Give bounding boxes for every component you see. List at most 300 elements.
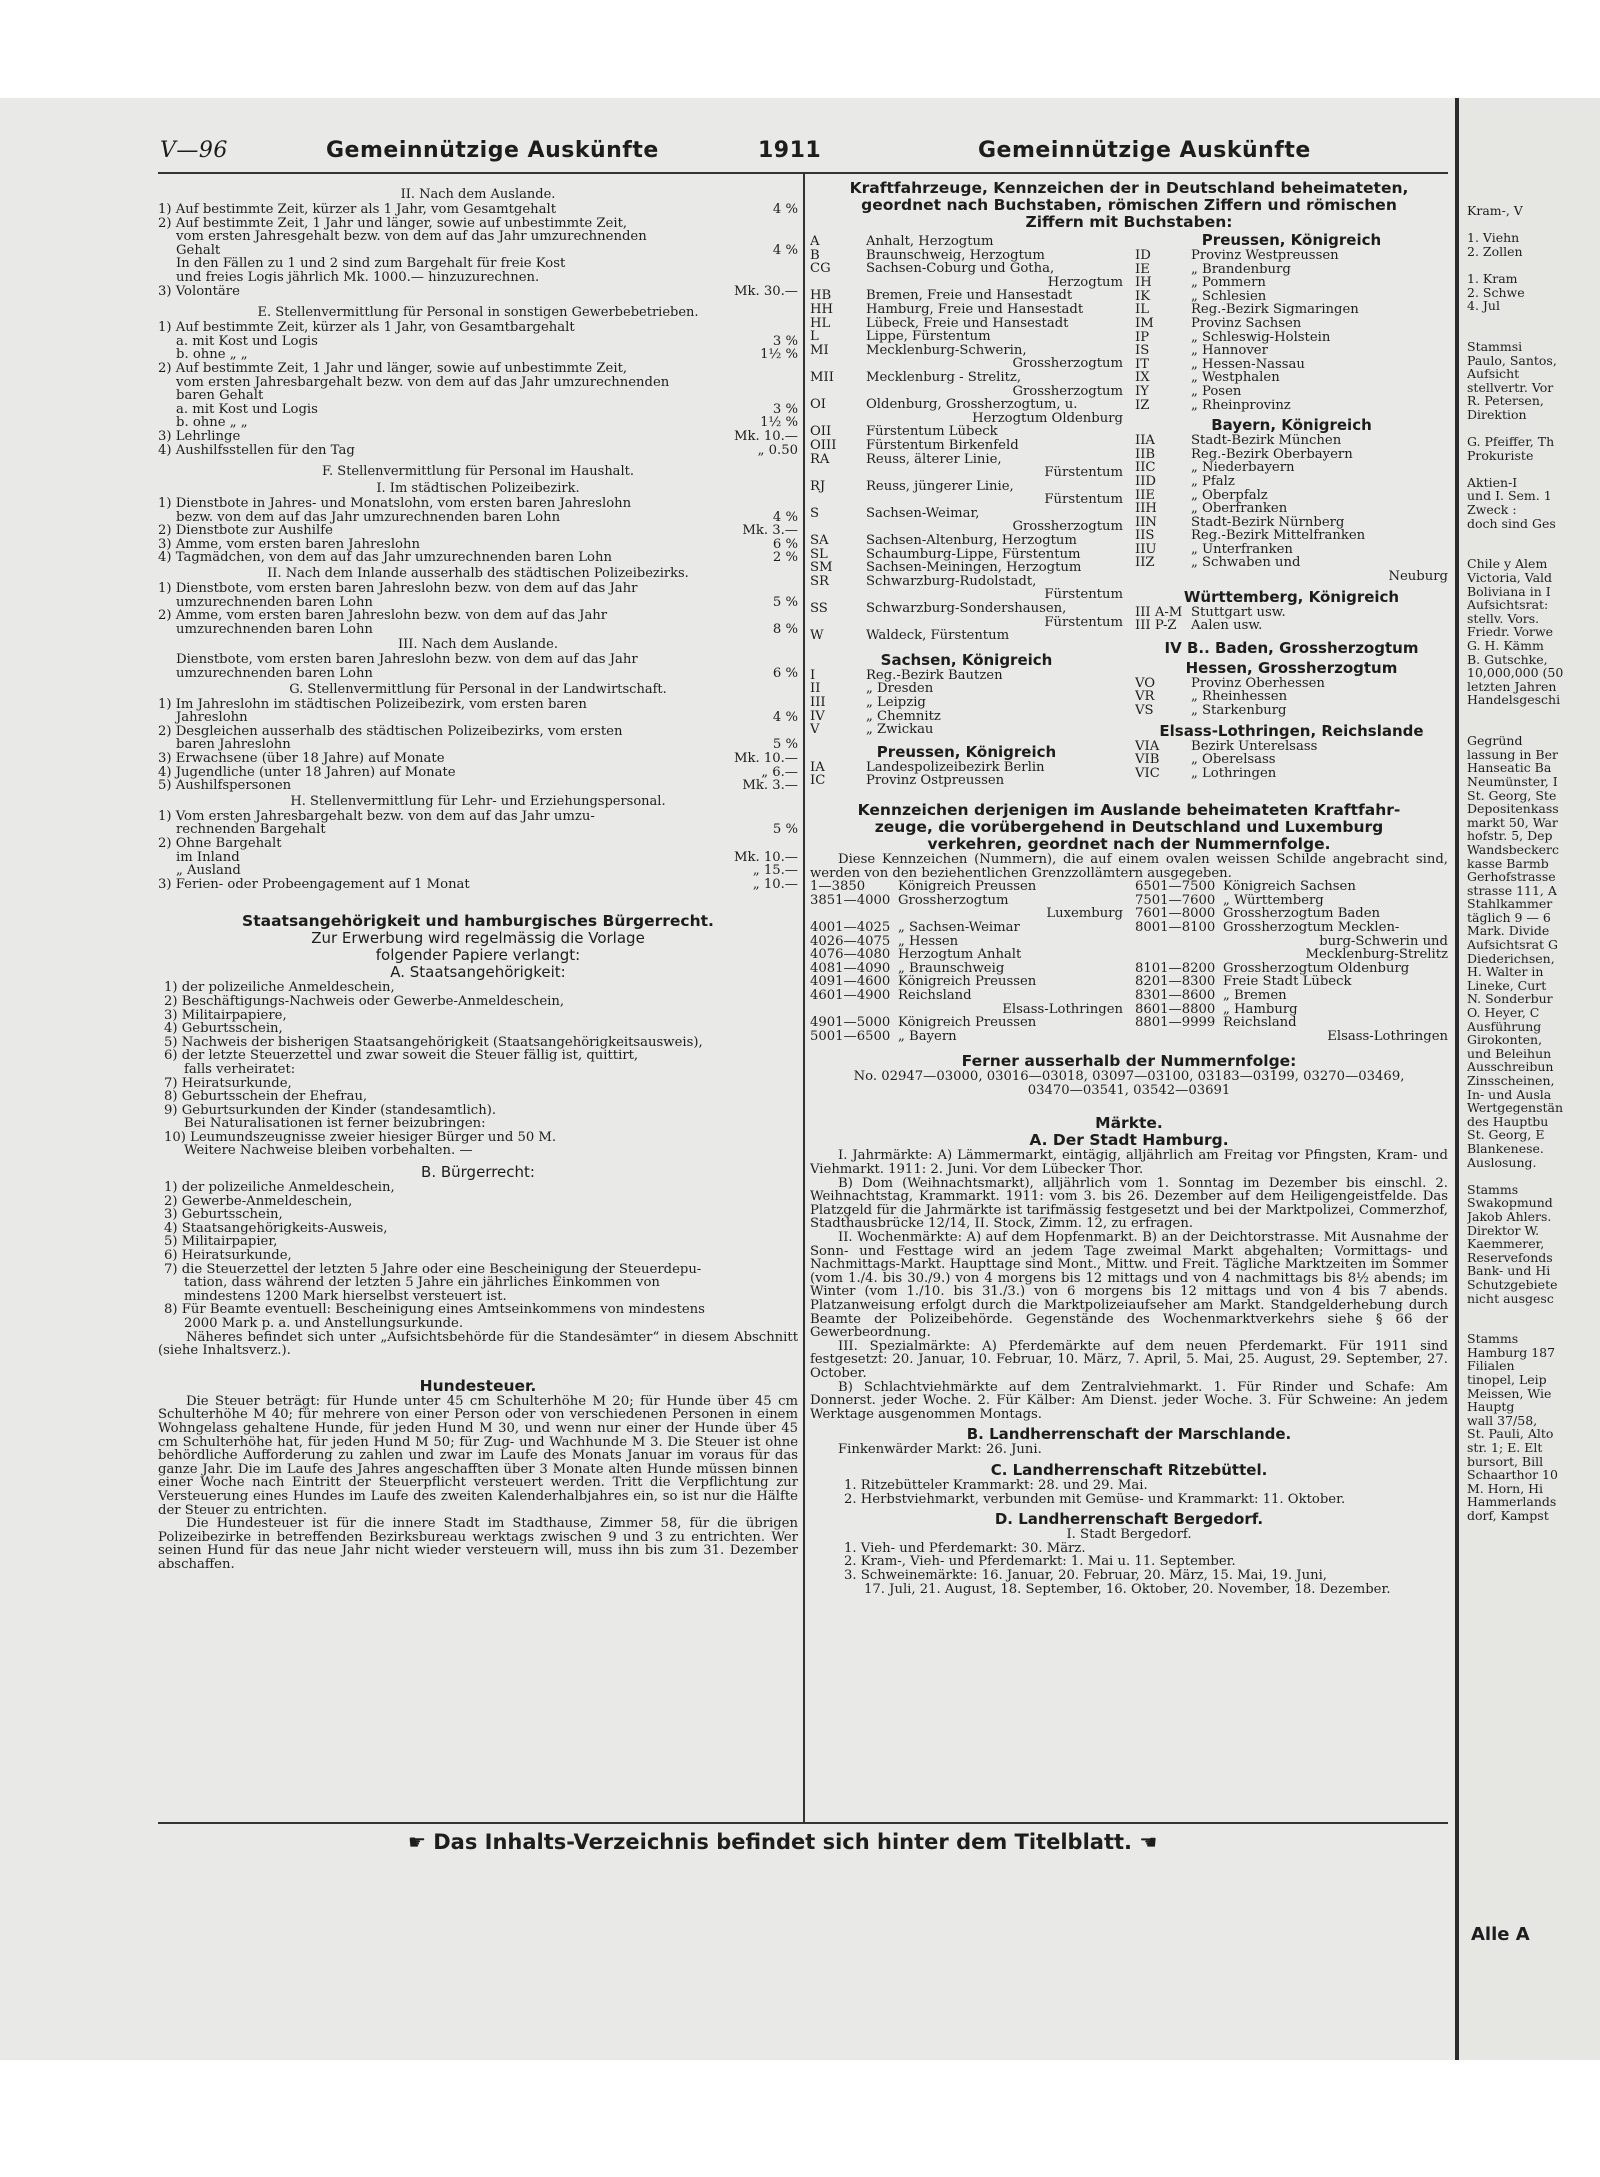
code-label: Provinz Sachsen: [1191, 316, 1302, 331]
code-label: Provinz Oberhessen: [1191, 676, 1325, 691]
code: IL: [1135, 303, 1149, 317]
code: III P-Z: [1135, 619, 1177, 633]
fee-text: umzurechnenden baren Lohn: [176, 667, 373, 681]
text-line: 6) Heiratsurkunde,: [164, 1249, 292, 1263]
code-list: [810, 761, 1123, 788]
code-label: Elsass-Lothringen: [1002, 1002, 1123, 1017]
neighbor-line: Handelsgeschi: [1467, 692, 1561, 708]
neighbor-line: täglich 9 — 6: [1467, 909, 1551, 925]
code-label: „ Oberfranken: [1191, 502, 1288, 516]
code-label: Elsass-Lothringen: [1327, 1029, 1448, 1044]
code: IIH: [1135, 502, 1157, 516]
code: IIU: [1135, 542, 1157, 557]
region-title: Preussen, Königreich: [1201, 231, 1382, 249]
text-line: 3) Geburtsschein,: [164, 1208, 283, 1222]
code: 8601—8800: [1135, 1002, 1216, 1017]
neighbor-line: Schutzgebiete: [1467, 1276, 1558, 1292]
code-label: Lippe, Fürstentum: [866, 330, 991, 344]
code-row: [810, 520, 1123, 534]
code-row: [810, 975, 1123, 989]
code: IC: [810, 774, 826, 788]
code-label: „ Oberelsass: [1191, 753, 1276, 767]
fee-value: 4 %: [772, 243, 798, 258]
text-line: tation, dass während der letzten 5 Jahre ein jährliches Einkommen von: [184, 1276, 660, 1290]
pointing-hand-icon: ☚: [1139, 1830, 1158, 1854]
code-row: [810, 907, 1123, 921]
fee-text: im Inland: [176, 850, 240, 865]
code-row: [810, 303, 1123, 317]
neighbor-line: Diederichsen,: [1467, 950, 1555, 966]
code-label: Königreich Sachsen: [1223, 880, 1356, 894]
code-row: [1135, 975, 1448, 989]
code-row: [810, 629, 1123, 643]
code-row: [1135, 344, 1448, 358]
fee-line: [158, 766, 798, 780]
code-label: Fürstentum: [1044, 493, 1123, 507]
code-row: [1135, 543, 1448, 557]
code-row: [1135, 516, 1448, 530]
fee-line: [158, 416, 798, 430]
code-row: [1135, 502, 1448, 516]
code-label: Grossherzogtum Baden: [1223, 907, 1381, 921]
fee-line: [158, 217, 798, 231]
neighbor-line: [1467, 1305, 1600, 1319]
code: VO: [1135, 676, 1156, 691]
code-row: [810, 669, 1123, 683]
code-row: [810, 507, 1123, 521]
text-line: 10) Leumundszeugnisse zweier hiesiger Bürger und 50 M.: [164, 1130, 557, 1145]
code-label: „ Brandenburg: [1191, 262, 1291, 277]
code-row: [1135, 489, 1448, 503]
neighbor-line: Meissen, Wie: [1467, 1385, 1552, 1401]
code: 1—3850: [810, 880, 866, 894]
code: IIC: [1135, 461, 1156, 475]
neighbor-line: Victoria, Vald: [1467, 570, 1553, 586]
text-line: 1) der polizeiliche Anmeldeschein,: [164, 981, 395, 995]
code-row: [810, 682, 1123, 696]
code: OI: [810, 398, 827, 412]
fee-line: [158, 878, 798, 892]
code: S: [810, 506, 820, 521]
code-label: „ Hessen: [898, 934, 959, 949]
code: IIE: [1135, 488, 1156, 503]
code: 4091—4600: [810, 975, 891, 989]
region-title: IV B.. Baden, Grossherzogtum: [1164, 638, 1419, 657]
code-row: [1135, 475, 1448, 489]
neighbor-line: Filialen: [1467, 1358, 1515, 1374]
neighbor-line: R. Petersen,: [1467, 393, 1544, 409]
region-title: Sachsen, Königreich: [880, 650, 1053, 669]
spezialmaerkte: III. Spezialmärkte: A) Pferdemärkte auf dem neuen Pferdemarkt. Für 1911 sind festgesetzt: 20. Januar, 10. Februar, 10. März, 7. April, 5. Mai, 25. August, 29. September, 27. October.: [810, 1338, 1448, 1381]
code-row: [1135, 677, 1448, 691]
text-line: 2) Gewerbe-Anmeldeschein,: [164, 1194, 353, 1209]
fee-list: [158, 810, 798, 892]
code-label: „ Starkenburg: [1191, 704, 1287, 718]
code-label: „ Unterfranken: [1191, 542, 1293, 557]
code-row: [1135, 570, 1448, 584]
code-label: Reichsland: [1223, 1016, 1297, 1030]
neighbor-line: 4. Jul: [1467, 298, 1500, 314]
code-row: [810, 962, 1123, 976]
code: V: [810, 723, 820, 737]
left-column: [158, 186, 798, 1572]
section-title: H. Stellenvermittlung für Lehr- und Erziehungspersonal.: [290, 793, 666, 809]
neighbor-line: [1467, 544, 1600, 558]
code-row: [810, 989, 1123, 1003]
code-label: „ Chemnitz: [866, 709, 941, 724]
section-title: III. Nach dem Auslande.: [398, 637, 558, 653]
schlachtvieh: B) Schlachtviehmärkte auf dem Zentralviehmarkt. 1. Für Rinder und Schafe: Am Donnerst. jeder Woche. 2. Für Kälber: Am Dienst. jeder Woche. 3. Für Schweine: An jedem Werktage ausgenommen Montags.: [810, 1379, 1448, 1422]
neighbor-line: [1467, 313, 1600, 327]
code-row: [1135, 935, 1448, 949]
code: L: [810, 330, 819, 344]
hund-heading: Hundesteuer.: [419, 1376, 537, 1395]
code-label: Sachsen-Coburg und Gotha,: [866, 262, 1055, 276]
neighbor-line: Auslosung.: [1467, 1154, 1537, 1170]
code: IZ: [1135, 398, 1150, 413]
year: 1911: [758, 138, 822, 163]
text-line: 2000 Mark p. a. und Anstellungsurkunde.: [184, 1317, 464, 1331]
code-label: Sachsen-Meiningen, Herzogtum: [866, 561, 1082, 575]
code-row: [810, 439, 1123, 453]
neighbor-line: [1467, 721, 1600, 735]
code: RA: [810, 452, 830, 467]
fee-line: [158, 244, 798, 258]
fee-line: [158, 389, 798, 403]
maerkte-heading: Märkte.: [1095, 1114, 1163, 1133]
neighbor-line: Stammsi: [1467, 338, 1523, 354]
neighbor-line: Jakob Ahlers.: [1467, 1208, 1552, 1224]
code-row: [810, 616, 1123, 630]
staat-heading: Staatsangehörigkeit und hamburgisches Bürgerrecht.: [242, 912, 714, 931]
code-label: Königreich Preussen: [898, 1016, 1037, 1030]
neighbor-line: [1467, 1319, 1600, 1333]
fee-text: 4) Aushilfsstellen für den Tag: [158, 443, 355, 458]
fee-text: rechnenden Bargehalt: [176, 823, 326, 837]
code-row: [810, 548, 1123, 562]
code-label: Reg.-Bezirk Oberbayern: [1191, 447, 1353, 462]
section-title: II. Nach dem Auslande.: [400, 187, 556, 202]
code-row: [810, 385, 1123, 399]
fee-value: Mk. 30.—: [733, 284, 798, 299]
code: IS: [1135, 344, 1150, 358]
fee-line: [158, 271, 798, 285]
code-row: [810, 588, 1123, 602]
code: 4026—4075: [810, 934, 891, 949]
text-line: Bei Naturalisationen ist ferner beizubringen:: [184, 1117, 486, 1131]
fee-text: 1) Dienstbote in Jahres- und Monatslohn, vom ersten baren Jahreslohn: [158, 497, 632, 511]
neighbor-line: Hanseatic Ba: [1467, 760, 1552, 776]
neighbor-line: und Beleihun: [1467, 1045, 1552, 1061]
fee-text: 2) Auf bestimmte Zeit, 1 Jahr und länger, sowie auf unbestimmte Zeit,: [158, 216, 628, 231]
code-row: [810, 412, 1123, 426]
code-row: [1135, 263, 1448, 277]
code-row: [810, 371, 1123, 385]
fee-value: 4 %: [772, 203, 798, 217]
code-row: [810, 948, 1123, 962]
fee-value: „ 6.—: [761, 765, 798, 780]
fee-line: [158, 823, 798, 837]
fee-line: [158, 203, 798, 217]
fee-text: 4) Tagmädchen, von dem auf das Jahr umzurechnenden baren Lohn: [158, 551, 612, 566]
code: 8801—9999: [1135, 1016, 1216, 1030]
fee-text: baren Jahreslohn: [176, 738, 291, 752]
code: HB: [810, 289, 832, 303]
code-label: Königreich Preussen: [898, 975, 1037, 989]
code-row: [1135, 606, 1448, 620]
neighbor-line: Gegründ: [1467, 733, 1523, 749]
code-label: „ Rheinprovinz: [1191, 398, 1291, 413]
code: IH: [1135, 276, 1152, 290]
code-row: [810, 1016, 1123, 1030]
fee-line: [158, 837, 798, 851]
fee-text: 2) Amme, vom ersten baren Jahreslohn bezw. von dem auf das Jahr: [158, 609, 608, 623]
code-label: Grossherzogtum: [1012, 384, 1123, 399]
code-label: Reuss, älterer Linie,: [866, 452, 1002, 467]
code: 7601—8000: [1135, 907, 1216, 921]
code: IY: [1135, 384, 1149, 399]
fee-line: [158, 810, 798, 824]
fee-value: 4 %: [772, 510, 798, 525]
fee-text: Dienstbote, vom ersten baren Jahreslohn bezw. von dem auf das Jahr: [176, 653, 638, 668]
section-title: II. Nach dem Inlande ausserhalb des städtischen Polizeibezirks.: [267, 566, 689, 582]
fee-value: 4 %: [772, 711, 798, 725]
code-label: Schwarzburg-Sondershausen,: [866, 602, 1067, 616]
kfz-heading: geordnet nach Buchstaben, römischen Ziffern und römischen: [861, 196, 1397, 214]
code: 8201—8300: [1135, 975, 1216, 989]
fee-text: 2) Ohne Bargehalt: [158, 836, 282, 851]
code: HH: [810, 302, 834, 317]
fee-text: 2) Auf bestimmte Zeit, 1 Jahr und länger, sowie auf unbestimmte Zeit,: [158, 361, 628, 376]
fee-text: 3) Volontäre: [158, 284, 240, 299]
code-row: [810, 276, 1123, 290]
code-row: [810, 1030, 1123, 1044]
code-label: Grossherzogtum: [898, 893, 1009, 908]
code-label: „ Bremen: [1223, 988, 1287, 1003]
code-row: [810, 235, 1123, 249]
code-label: Schaumburg-Lippe, Fürstentum: [866, 547, 1081, 562]
code: W: [810, 629, 824, 643]
code-row: [810, 249, 1123, 263]
staat-intro: folgender Papiere verlangt:: [375, 946, 581, 965]
fee-text: bezw. von dem auf das Jahr umzurechnenden baren Lohn: [176, 510, 561, 525]
code: III A-M: [1135, 605, 1183, 620]
fee-line: [158, 430, 798, 444]
fee-list: [158, 497, 798, 565]
fee-text: 1) Vom ersten Jahresbargehalt bezw. von dem auf das Jahr umzu-: [158, 809, 595, 824]
code-label: Anhalt, Herzogtum: [866, 235, 994, 249]
bottom-rule: [158, 1822, 1448, 1824]
code: 4076—4080: [810, 948, 891, 962]
code-row: [810, 894, 1123, 908]
code-label: Sachsen-Weimar,: [866, 506, 980, 521]
code: 7501—7600: [1135, 893, 1216, 908]
code-label: Fürstentum: [1044, 466, 1123, 480]
code: IV: [810, 709, 825, 724]
neighbor-line: Stamms: [1467, 1181, 1519, 1197]
neighbor-line: Ausführung: [1467, 1018, 1542, 1034]
code-label: Stadt-Bezirk München: [1191, 434, 1342, 448]
code: 4081—4090: [810, 961, 891, 976]
code-row: [810, 602, 1123, 616]
fee-line: [158, 362, 798, 376]
neighbor-line: stellv. Vors.: [1467, 610, 1540, 626]
code: OIII: [810, 438, 837, 453]
neighbor-line: Chile y Alem: [1467, 556, 1548, 572]
code-label: Schwarzburg-Rudolstadt,: [866, 574, 1037, 589]
neighbor-line: G. Pfeiffer, Th: [1467, 434, 1555, 450]
fee-line: [158, 348, 798, 362]
fee-text: b. ohne „ „: [176, 416, 248, 430]
code-row: [1135, 331, 1448, 345]
code-label: „ Rheinhessen: [1191, 690, 1288, 705]
code-row: [810, 696, 1123, 710]
text-line: 2. Herbstviehmarkt, verbunden mit Gemüse- und Krammarkt: 11. Oktober.: [844, 1492, 1346, 1507]
code-label: „ Posen: [1191, 384, 1242, 399]
dom: B) Dom (Weihnachtsmarkt), alljährlich vom 1. Sonntag im Dezember bis einschl. 2. Weihnachtstag, Krammarkt. 1911: vom 3. bis 26. Dezember auf dem Heiligengeistfelde. Das Platzgeld für die Jahrmärkte ist tarifmässig festgesetzt und bei der Marktpolizei, Commerzhof, Stadthausbrücke 12/14, II. Stock, Zimm. 12, zu erfragen.: [810, 1175, 1448, 1232]
code: IT: [1135, 357, 1150, 372]
fee-text: b. ohne „ „: [176, 348, 248, 362]
code-label: Freie Stadt Lübeck: [1223, 975, 1352, 989]
neighbor-line: Kram-, V: [1467, 204, 1523, 218]
neighbor-line: Friedr. Vorwe: [1467, 624, 1554, 640]
code: 3851—4000: [810, 893, 891, 908]
text-line: 9) Geburtsurkunden der Kinder (standesamtlich).: [164, 1103, 497, 1118]
neighbor-line: [1467, 1169, 1600, 1183]
left-running-title: Gemeinnützige Auskünfte: [326, 138, 659, 163]
neighbor-line: [1467, 422, 1600, 436]
code: IK: [1135, 289, 1151, 304]
code: SR: [810, 574, 829, 589]
code-label: Fürstentum: [1044, 615, 1123, 630]
fee-text: Gehalt: [176, 243, 221, 258]
code-row: [1135, 358, 1448, 372]
code: VIB: [1135, 753, 1160, 767]
region-title: Elsass-Lothringen, Reichslande: [1159, 721, 1424, 740]
fee-line: [158, 698, 798, 712]
code-row: [810, 761, 1123, 775]
fee-value: 1½ %: [760, 416, 798, 430]
code-label: Fürstentum: [1044, 588, 1123, 603]
ritzebuettel-list: [810, 1479, 1448, 1506]
code-row: [810, 575, 1123, 589]
neighbor-line: Paulo, Santos,: [1467, 352, 1557, 368]
footer-note: [408, 1830, 1157, 1854]
code-label: Reichsland: [898, 988, 972, 1003]
code-row: [1135, 1030, 1448, 1044]
code-label: „ Lothringen: [1191, 766, 1277, 781]
code-label: Königreich Preussen: [898, 880, 1037, 894]
fee-line: [158, 738, 798, 752]
fee-text: a. mit Kost und Logis: [176, 334, 318, 349]
code-row: [810, 710, 1123, 724]
document-list: [158, 1181, 798, 1331]
fee-value: Mk. 10.—: [733, 850, 798, 865]
number-list: [1135, 880, 1448, 1043]
code: IIA: [1135, 434, 1155, 448]
text-line: 5) Nachweis der bisherigen Staatsangehörigkeit (Staatsangehörigkeitsausweis),: [164, 1035, 703, 1050]
code-label: Lübeck, Freie und Hansestadt: [866, 316, 1069, 331]
code-label: Provinz Westpreussen: [1191, 249, 1339, 263]
code-row: [810, 262, 1123, 276]
neighbor-line: Mark. Divide: [1467, 923, 1550, 939]
code-label: „ Leipzig: [866, 696, 926, 710]
code-row: [1135, 303, 1448, 317]
code-row: [810, 480, 1123, 494]
code-row: [810, 723, 1123, 737]
number-list: [810, 880, 1123, 1043]
code-label: Hamburg, Freie und Hansestadt: [866, 302, 1084, 317]
fee-text: umzurechnenden baren Lohn: [176, 622, 373, 637]
code-row: [1135, 753, 1448, 767]
code-label: Oldenburg, Grossherzogtum, u.: [866, 398, 1078, 412]
code-label: Grossherzogtum: [1012, 520, 1123, 535]
right-running-title: Gemeinnützige Auskünfte: [978, 138, 1311, 163]
fee-text: vom ersten Jahresgehalt bezw. von dem auf das Jahr umzurechnenden: [176, 230, 647, 244]
neighbor-line: Hamburg 187: [1467, 1344, 1556, 1360]
neighbor-line: Aufsichtsrat:: [1467, 597, 1549, 613]
code: IA: [810, 760, 825, 775]
text-line: 2) Beschäftigungs-Nachweis oder Gewerbe-Anmeldeschein,: [164, 994, 565, 1009]
code: IIS: [1135, 529, 1155, 543]
neighbor-line: B. Gutschke,: [1467, 651, 1548, 667]
fee-line: [158, 779, 798, 793]
kfz-table: [810, 231, 1448, 788]
neighbor-line: [1467, 258, 1600, 272]
ausl-heading: zeuge, die vorübergehend in Deutschland und Luxemburg: [874, 817, 1384, 836]
code-label: Mecklenburg - Strelitz,: [866, 370, 1022, 385]
code: I: [810, 668, 816, 683]
section-title: I. Im städtischen Polizeibezirk.: [376, 481, 580, 497]
code-label: Reuss, jüngerer Linie,: [866, 479, 1014, 494]
neighbor-line: hofstr. 5, Dep: [1467, 828, 1553, 844]
code-label: „ Hamburg: [1223, 1002, 1298, 1017]
section-title: F. Stellenvermittlung für Personal im Haushalt.: [322, 464, 634, 480]
code: SM: [810, 561, 833, 575]
code-label: Reg.-Bezirk Bautzen: [866, 668, 1003, 683]
fee-line: [158, 667, 798, 681]
fee-line: [158, 582, 798, 596]
fee-value: 5 %: [772, 738, 798, 752]
fee-value: 6 %: [772, 667, 798, 681]
code: MI: [810, 343, 829, 358]
code-row: [1135, 767, 1448, 781]
ferner-line: No. 02947—03000, 03016—03018, 03097—03100, 03183—03199, 03270—03469,: [853, 1069, 1405, 1085]
neighbor-line: str. 1; E. Elt: [1467, 1440, 1543, 1456]
neighbor-line: kasse Barmb: [1467, 855, 1549, 871]
code-row: [1135, 989, 1448, 1003]
code-label: „ Dresden: [866, 682, 934, 696]
neighbor-line: Swakopmund: [1467, 1195, 1553, 1211]
region-title: Hessen, Grossherzogtum: [1185, 658, 1398, 677]
code: 8101—8200: [1135, 961, 1216, 976]
fee-line: [158, 864, 798, 878]
ausl-heading: verkehren, geordnet nach der Nummernfolge.: [927, 834, 1331, 853]
section-title: G. Stellenvermittlung für Personal in der Landwirtschaft.: [289, 681, 667, 697]
fee-value: „ 0.50: [757, 443, 798, 458]
fee-text: 1) Auf bestimmte Zeit, kürzer als 1 Jahr, vom Gesamtgehalt: [158, 203, 557, 217]
neighbor-line: [1467, 462, 1600, 476]
page-content: [158, 130, 1448, 1854]
fee-value: Mk. 10.—: [733, 752, 798, 766]
neighbor-line: Blankenese.: [1467, 1140, 1544, 1156]
code-label: „ Schlesien: [1191, 289, 1267, 304]
fee-list: [158, 698, 798, 793]
neighbor-line: Girokonten,: [1467, 1032, 1543, 1048]
right-column: [810, 180, 1448, 1596]
code: SL: [810, 547, 828, 562]
code-row: [1135, 385, 1448, 399]
